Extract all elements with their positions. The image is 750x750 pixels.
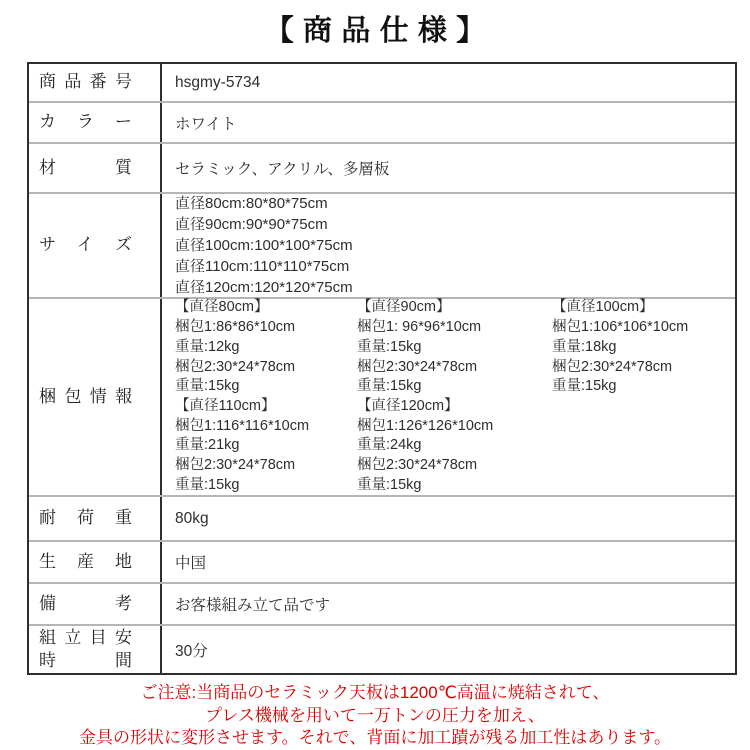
table-row-remarks xyxy=(29,582,735,624)
packing-line: 梱包2:30*24*78cm xyxy=(552,358,673,375)
row-label: 材質 xyxy=(39,157,132,177)
origin-value: 中国 xyxy=(175,555,207,572)
assembly-time-value: 30分 xyxy=(175,642,208,660)
color-value: ホワイト xyxy=(175,115,237,133)
packing-line: 梱包2:30*24*78cm xyxy=(175,358,296,375)
packing-info-values xyxy=(162,299,735,495)
packing-line: 梱包1:126*126*10cm xyxy=(357,417,494,434)
packing-line: 重量:15kg xyxy=(175,476,240,493)
packing-block-80cm xyxy=(175,298,357,397)
packing-line: 梱包1:116*116*10cm xyxy=(175,417,310,434)
packing-block-110cm xyxy=(175,397,357,496)
table-row-packing-info xyxy=(29,297,735,495)
material-value: セラミック、アクリル、多層板 xyxy=(175,161,390,178)
table-row-origin xyxy=(29,540,735,582)
packing-block-120cm xyxy=(357,397,552,496)
table-row-size xyxy=(29,192,735,297)
row-label: 生産地 xyxy=(39,551,132,571)
packing-line: 梱包1: 96*96*10cm xyxy=(357,319,482,336)
packing-line: 梱包2:30*24*78cm xyxy=(357,358,478,375)
row-label-cell xyxy=(29,299,162,495)
page-title: 【商品仕様】 xyxy=(264,15,495,47)
load-capacity-value: 80kg xyxy=(175,509,209,527)
size-line: 直径90cm:90*90*75cm xyxy=(175,216,328,233)
table-row-product-number xyxy=(29,64,735,101)
row-label: 梱包情報 xyxy=(39,386,132,406)
packing-block-90cm xyxy=(357,298,552,397)
row-label-line: 時間 xyxy=(39,650,132,670)
packing-heading: 【直径90cm】 xyxy=(357,299,451,316)
row-label-cell xyxy=(29,626,162,673)
packing-line: 重量:12kg xyxy=(175,338,240,355)
row-label: 備考 xyxy=(39,593,132,613)
packing-line: 重量:18kg xyxy=(552,338,617,355)
packing-line: 重量:24kg xyxy=(357,437,422,454)
caution-line: 金具の形状に変形させます。それで、背面に加工蹟が残る加工性はあります。 xyxy=(79,728,671,747)
table-row-material xyxy=(29,142,735,192)
caution-line: プレス機械を用いて一万トンの圧力を加え、 xyxy=(205,705,545,725)
packing-line: 重量:15kg xyxy=(175,378,240,395)
packing-heading: 【直径110cm】 xyxy=(175,398,276,414)
row-label-cell xyxy=(29,584,162,624)
packing-line: 梱包1:86*86*10cm xyxy=(175,319,296,336)
row-label: 耐荷重 xyxy=(39,508,132,528)
size-values xyxy=(162,194,735,297)
packing-line: 梱包1:106*106*10cm xyxy=(552,319,689,336)
packing-heading: 【直径100cm】 xyxy=(552,299,654,316)
row-label-cell xyxy=(29,103,162,142)
packing-heading: 【直径120cm】 xyxy=(357,398,459,414)
packing-line: 梱包2:30*24*78cm xyxy=(357,457,478,474)
remarks-value: お客様組み立て品です xyxy=(175,597,331,614)
row-label: サイズ xyxy=(39,235,132,255)
packing-block-100cm xyxy=(552,298,735,397)
row-label-line: 組立目安 xyxy=(39,627,132,647)
packing-line: 重量:15kg xyxy=(357,338,422,355)
size-line: 直径100cm:100*100*75cm xyxy=(175,237,353,254)
product-spec-table xyxy=(27,62,737,675)
row-label-cell xyxy=(29,542,162,582)
packing-line: 重量:21kg xyxy=(175,437,240,454)
row-label-cell xyxy=(29,497,162,540)
row-label-cell xyxy=(29,194,162,297)
packing-heading: 【直径80cm】 xyxy=(175,299,269,316)
packing-line: 梱包2:30*24*78cm xyxy=(175,457,296,474)
row-label: カラー xyxy=(39,112,132,132)
packing-line: 重量:15kg xyxy=(357,378,422,395)
caution-notice xyxy=(0,682,750,750)
row-label: 商品番号 xyxy=(39,72,132,92)
row-label-cell xyxy=(29,64,162,101)
size-line: 直径120cm:120*120*75cm xyxy=(175,279,353,296)
table-row-color xyxy=(29,101,735,142)
size-line: 直径80cm:80*80*75cm xyxy=(175,195,328,212)
product-number-value: hsgmy-5734 xyxy=(175,73,261,91)
table-row-assembly-time xyxy=(29,624,735,673)
size-line: 直径110cm:110*110*75cm xyxy=(175,258,350,275)
row-label-cell xyxy=(29,144,162,192)
caution-line: ご注意:当商品のセラミック天板は1200℃高温に焼結されて、 xyxy=(140,683,610,702)
packing-line: 重量:15kg xyxy=(357,476,422,493)
packing-line: 重量:15kg xyxy=(552,378,617,395)
table-row-load-capacity xyxy=(29,495,735,540)
